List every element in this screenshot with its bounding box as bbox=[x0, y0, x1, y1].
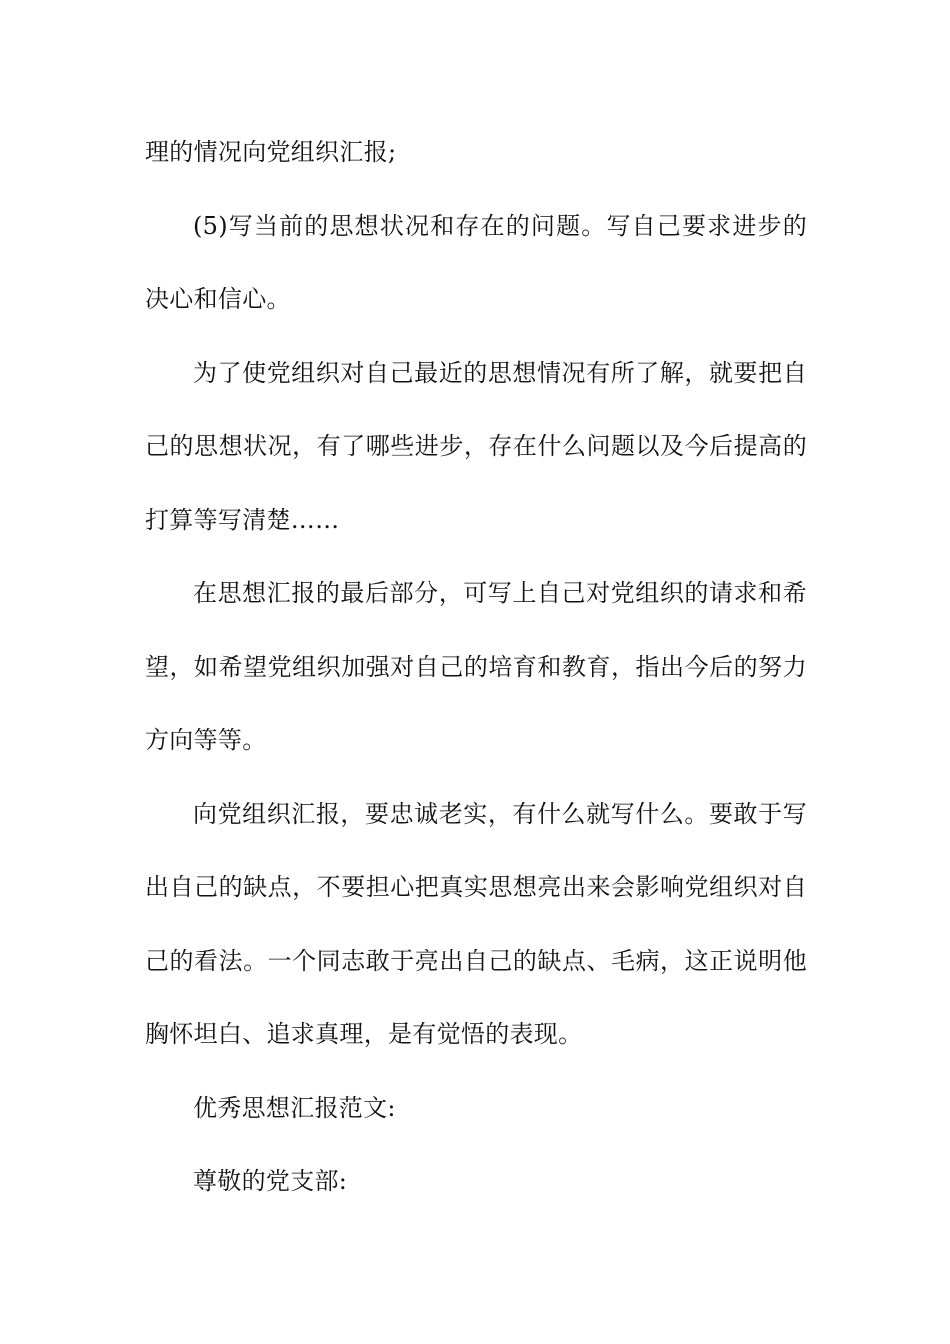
paragraph-closing-requests: 在思想汇报的最后部分，可写上自己对党组织的请求和希望，如希望党组织加强对自己的培育和教育，指出今后的努力方向等等。 bbox=[145, 579, 807, 754]
paragraph-thought-status: 为了使党组织对自己最近的思想情况有所了解，就要把自己的思想状况，有了哪些进步，存在什么问题以及今后提高的打算等写清楚…… bbox=[145, 358, 807, 534]
paragraph-point-5: (5)写当前的思想状况和存在的问题。写自己要求进步的决心和信心。 bbox=[145, 211, 807, 313]
paragraph-salutation: 尊敬的党支部: bbox=[193, 1167, 348, 1195]
paragraph-honesty: 向党组织汇报，要忠诚老实，有什么就写什么。要敢于写出自己的缺点，不要担心把真实思想亮出来会影响党组织对自己的看法。一个同志敢于亮出自己的缺点、毛病，这正说明他胸怀坦白、追求真理，是有觉悟的表现。 bbox=[145, 799, 807, 1048]
paragraph-sample-heading: 优秀思想汇报范文: bbox=[193, 1093, 396, 1122]
paragraph-continuation: 理的情况向党组织汇报; bbox=[145, 138, 397, 166]
document-body bbox=[145, 116, 807, 1219]
